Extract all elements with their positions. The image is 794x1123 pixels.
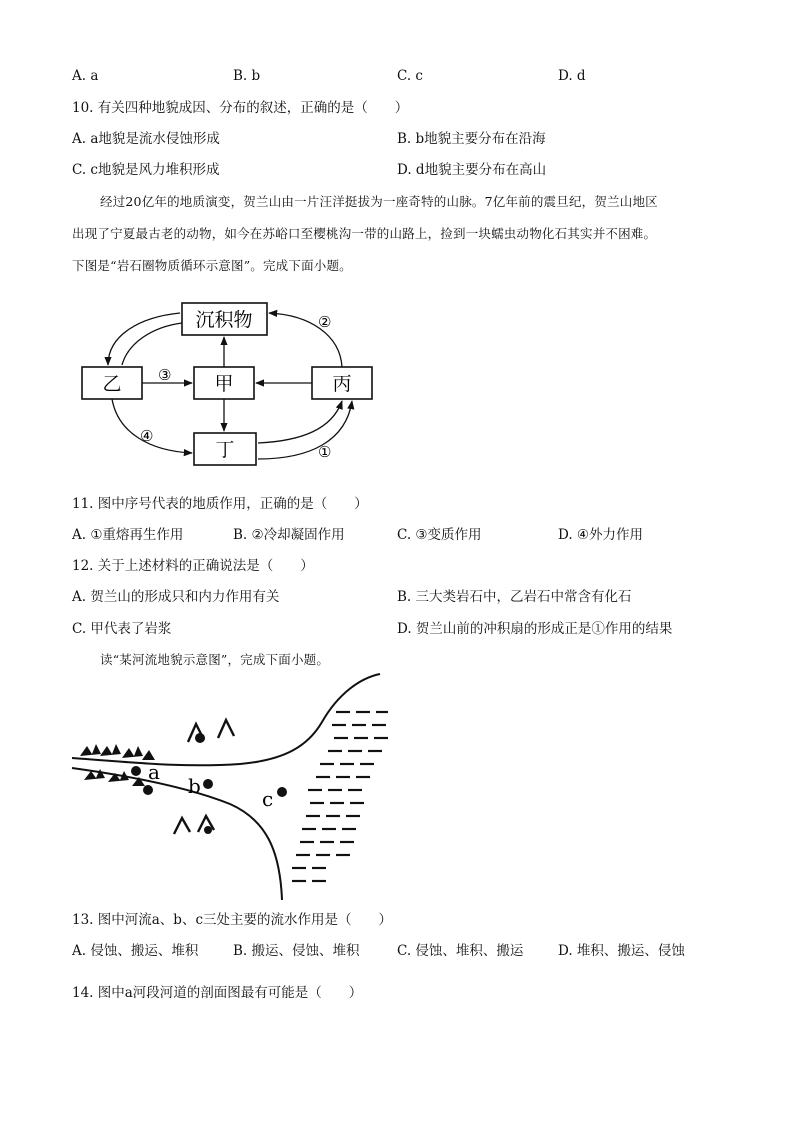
q12-option-c: C. 甲代表了岩浆 [72, 621, 172, 637]
mountain-icon [174, 818, 190, 834]
dot-mountain [195, 733, 205, 743]
q10-option-d: D. d地貌主要分布在高山 [397, 162, 547, 178]
q11-option-a: A. ①重熔再生作用 [72, 527, 184, 543]
q11-option-d: D. ④外力作用 [558, 527, 644, 543]
mountain-icon [100, 744, 121, 756]
mountain-icon [142, 750, 155, 760]
q10-option-a: A. a地貌是流水侵蚀形成 [72, 131, 220, 147]
label-bing: 丙 [332, 373, 352, 395]
mountain-icon [80, 744, 101, 756]
point-c-dot [277, 787, 287, 797]
q14-stem: 14. 图中a河段河道的剖面图最有可能是（ ） [72, 985, 363, 1001]
q10-option-b: B. b地貌主要分布在沿海 [397, 131, 546, 147]
q11-option-c: C. ③变质作用 [397, 527, 482, 543]
river-lower-bank [72, 768, 282, 900]
marker-2: ② [318, 313, 332, 331]
dot-lower-mountain [204, 826, 212, 834]
marker-3: ③ [158, 366, 172, 384]
q13-option-b: B. 搬运、侵蚀、堆积 [233, 943, 360, 959]
point-b-label: b [188, 774, 201, 798]
arrow-sediment-to-yi [108, 313, 180, 365]
label-ding: 丁 [215, 439, 235, 461]
point-a-label: a [148, 760, 160, 784]
marker-4: ④ [140, 427, 154, 445]
q12-option-b: B. 三大类岩石中，乙岩石中常含有化石 [397, 589, 632, 605]
point-a-dot [131, 766, 141, 776]
q9-option-a: A. a [72, 68, 99, 84]
q11-option-b: B. ②冷却凝固作用 [233, 527, 345, 543]
rock-cycle-diagram [70, 295, 390, 475]
label-jia: 甲 [214, 373, 234, 395]
q12-stem: 12. 关于上述材料的正确说法是（ ） [72, 558, 314, 574]
river-landform-map [70, 672, 400, 904]
label-sediment: 沉积物 [195, 309, 253, 331]
marker-1: ① [318, 443, 332, 461]
mountain-icon [122, 746, 143, 758]
q9-option-d: D. d [558, 68, 586, 84]
q13-option-d: D. 堆积、搬运、侵蚀 [558, 943, 685, 959]
mountain-icon-group-upper [80, 744, 155, 760]
q13-option-a: A. 侵蚀、搬运、堆积 [72, 943, 199, 959]
point-a-dot-2 [143, 785, 153, 795]
passage2-text: 读“某河流地貌示意图”，完成下面小题。 [100, 652, 330, 667]
q10-stem: 10. 有关四种地貌成因、分布的叙述，正确的是（ ） [72, 100, 409, 116]
q12-option-a: A. 贺兰山的形成只和内力作用有关 [72, 589, 280, 605]
q9-option-c: C. c [397, 68, 423, 84]
arrow-sediment-to-yi-inner [122, 323, 182, 365]
mountain-icon [218, 720, 234, 738]
q11-stem: 11. 图中序号代表的地质作用，正确的是（ ） [72, 496, 368, 512]
passage1-line3: 下图是“岩石圈物质循环示意图”。完成下面小题。 [72, 258, 352, 273]
q9-option-b: B. b [233, 68, 261, 84]
q13-stem: 13. 图中河流a、b、c三处主要的流水作用是（ ） [72, 912, 393, 928]
water-hatching [292, 712, 388, 881]
passage1-line1: 经过20亿年的地质演变，贺兰山由一片汪洋挺拔为一座奇特的山脉。7亿年前的震旦纪，贺兰山地区 [100, 194, 658, 209]
mountain-icon [108, 771, 129, 782]
point-b-dot [203, 779, 213, 789]
q10-option-c: C. c地貌是风力堆积形成 [72, 162, 220, 178]
arrow-ding-to-bing [258, 401, 342, 443]
passage1-line2: 出现了宁夏最古老的动物，如今在苏峪口至樱桃沟一带的山路上，捡到一块蠕虫动物化石其实并不困难。 [72, 226, 657, 241]
label-yi: 乙 [102, 373, 122, 395]
q12-option-d: D. 贺兰山前的冲积扇的形成正是①作用的结果 [397, 621, 673, 637]
q13-option-c: C. 侵蚀、堆积、搬运 [397, 943, 524, 959]
point-c-label: c [262, 787, 274, 811]
